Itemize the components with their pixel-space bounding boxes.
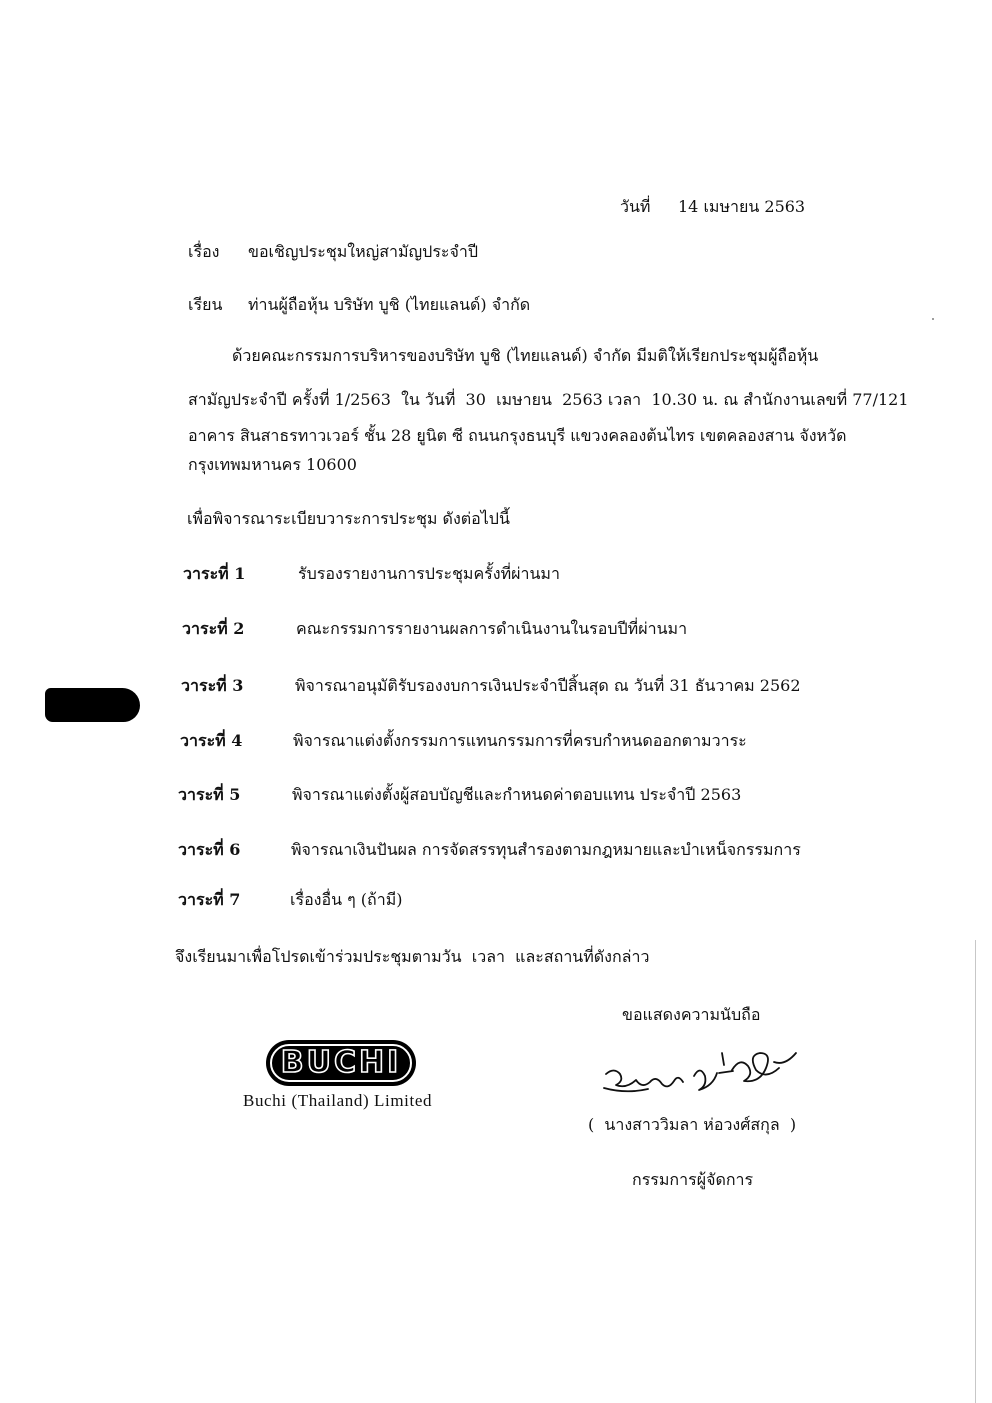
signatory-title: กรรมการผู้จัดการ — [632, 1170, 754, 1189]
agenda-item-label: วาระที่ 7 — [178, 890, 241, 909]
agenda-item-label: วาระที่ 3 — [181, 676, 244, 695]
agenda-item-label: วาระที่ 2 — [182, 619, 245, 638]
scan-line — [975, 940, 976, 1403]
agenda-item-text: พิจารณาแต่งตั้งกรรมการแทนกรรมการที่ครบกำหนดออกตามวาระ — [293, 731, 747, 750]
subject-label: เรื่อง — [188, 242, 220, 261]
agenda-item — [178, 888, 878, 912]
signature-stroke — [606, 1071, 683, 1087]
body-line: สามัญประจำปี ครั้งที่ 1/2563 ใน วันที่ 30 เมษายน 2563 เวลา 10.30 น. ณ สำนักงานเลขที่ 77/121 — [188, 390, 909, 409]
agenda-item-text: พิจารณาเงินปันผล การจัดสรรทุนสำรองตามกฎหมายและบำเหน็จกรรมการ — [291, 840, 801, 859]
company-logo — [266, 1040, 416, 1086]
company-name: Buchi (Thailand) Limited — [243, 1091, 433, 1110]
agenda-item-text: รับรองรายงานการประชุมครั้งที่ผ่านมา — [298, 564, 560, 583]
signature-stroke — [604, 1088, 648, 1091]
subject-value: ขอเชิญประชุมใหญ่สามัญประจำปี — [248, 242, 479, 261]
signature-stroke — [774, 1053, 796, 1063]
agenda-item — [181, 674, 881, 698]
recipient-value: ท่านผู้ถือหุ้น บริษัท บูชิ (ไทยแลนด์) จำกัด — [248, 295, 531, 314]
closing-sentence: จึงเรียนมาเพื่อโปรดเข้าร่วมประชุมตามวัน เวลา และสถานที่ดังกล่าว — [175, 947, 650, 966]
body-line: อาคาร สินสาธรทาวเวอร์ ชั้น 28 ยูนิต ซี ถนนกรุงธนบุรี แขวงคลองต้นไทร เขตคลองสาน จังหวัด — [188, 426, 847, 445]
agenda-item-label: วาระที่ 4 — [180, 731, 243, 750]
agenda-item — [183, 562, 883, 586]
logo-wordmark: BUCHI — [280, 1045, 402, 1080]
recipient-label: เรียน — [188, 295, 223, 314]
date-value: 14 เมษายน 2563 — [678, 197, 806, 216]
agenda-item-label: วาระที่ 6 — [178, 840, 241, 859]
agenda-item-label: วาระที่ 1 — [183, 564, 246, 583]
agenda-item — [178, 783, 878, 807]
agenda-item-label: วาระที่ 5 — [178, 785, 241, 804]
handwritten-signature — [598, 1050, 808, 1106]
sign-off: ขอแสดงความนับถือ — [622, 1005, 761, 1024]
agenda-item — [178, 838, 878, 862]
body-line: กรุงเทพมหานคร 10600 — [188, 455, 357, 474]
date-label: วันที่ — [620, 197, 651, 216]
signature-stroke — [722, 1053, 724, 1065]
agenda-item-text: พิจารณาแต่งตั้งผู้สอบบัญชีและกำหนดค่าตอบแทน ประจำปี 2563 — [292, 785, 742, 804]
agenda-item — [182, 617, 882, 641]
signatory-name: ( นางสาววิมลา ห่อวงศ์สกุล ) — [588, 1115, 797, 1134]
signature-stroke — [732, 1053, 779, 1081]
body-line: ด้วยคณะกรรมการบริหารของบริษัท บูชิ (ไทยแลนด์) จำกัด มีมติให้เรียกประชุมผู้ถือหุ้น — [232, 346, 819, 365]
redaction-mark — [45, 688, 140, 722]
agenda-item-text: คณะกรรมการรายงานผลการดำเนินงานในรอบปีที่ผ่านมา — [296, 619, 688, 638]
agenda-item — [180, 729, 880, 753]
signature-stroke — [694, 1071, 717, 1091]
agenda-intro: เพื่อพิจารณาระเบียบวาระการประชุม ดังต่อไปนี้ — [187, 509, 510, 528]
agenda-item-text: เรื่องอื่น ๆ (ถ้ามี) — [290, 890, 403, 909]
scan-dot — [932, 318, 934, 320]
signature-stroke — [719, 1071, 733, 1073]
agenda-item-text: พิจารณาอนุมัติรับรองงบการเงินประจำปีสิ้นสุด ณ วันที่ 31 ธันวาคม 2562 — [295, 676, 801, 695]
